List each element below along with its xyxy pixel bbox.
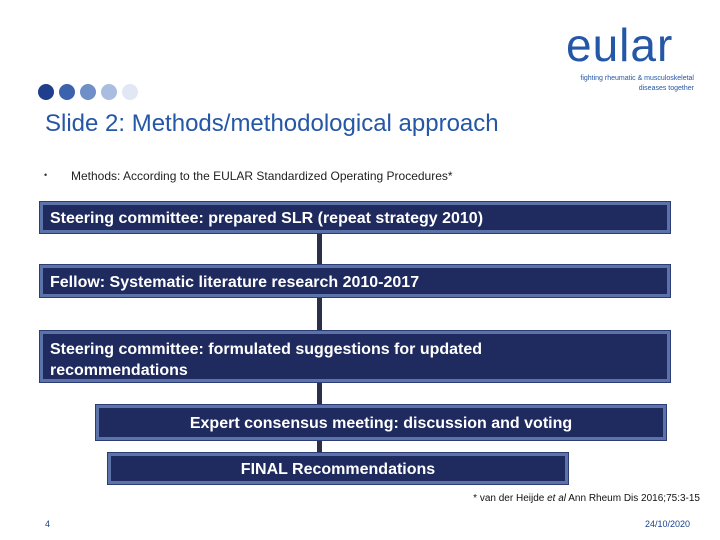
flow-step-label: Steering committee: prepared SLR (repeat strategy 2010) [50, 210, 484, 227]
flow-step-fellow-slr [40, 265, 670, 297]
dot-2 [59, 84, 75, 100]
dot-1 [38, 84, 54, 100]
dot-4 [101, 84, 117, 100]
flow-step-label-line2: recommendations [50, 362, 188, 379]
footnote-prefix: * van der Heijde [473, 493, 548, 504]
reference-footnote [420, 493, 700, 504]
connector-3-4 [317, 382, 322, 405]
page-number: 4 [45, 519, 51, 529]
flow-step-label: Fellow: Systematic literature research 2010-2017 [50, 274, 420, 291]
connector-2-3 [317, 297, 322, 331]
slide-title: Slide 2: Methods/methodological approach [45, 110, 499, 137]
dot-3 [80, 84, 96, 100]
flow-step-steering-suggestions [40, 331, 670, 382]
footnote-etal: et al [547, 493, 567, 504]
flow-step-label: FINAL Recommendations [240, 461, 436, 478]
flow-step-label: Expert consensus meeting: discussion and voting [189, 415, 573, 432]
flow-step-final-recommendations [108, 453, 568, 484]
slide-date: 24/10/2020 [644, 519, 690, 529]
dot-5 [122, 84, 138, 100]
bullet-marker: • [44, 170, 48, 180]
decorative-dots [38, 84, 138, 100]
eular-logo-tagline: fighting rheumatic & musculoskeletal diseases together [580, 75, 694, 92]
flow-step-steering-slr [40, 202, 670, 233]
flow-step-label-line1: Steering committee: formulated suggestions for updated [50, 341, 483, 358]
eular-logo-wordmark: eular [566, 19, 674, 71]
footnote-suffix: Ann Rheum Dis 2016;75:3-15 [566, 493, 700, 504]
bullet-text: Methods: According to the EULAR Standardized Operating Procedures* [71, 169, 453, 183]
flow-step-expert-consensus [96, 405, 666, 440]
connector-1-2 [317, 233, 322, 265]
